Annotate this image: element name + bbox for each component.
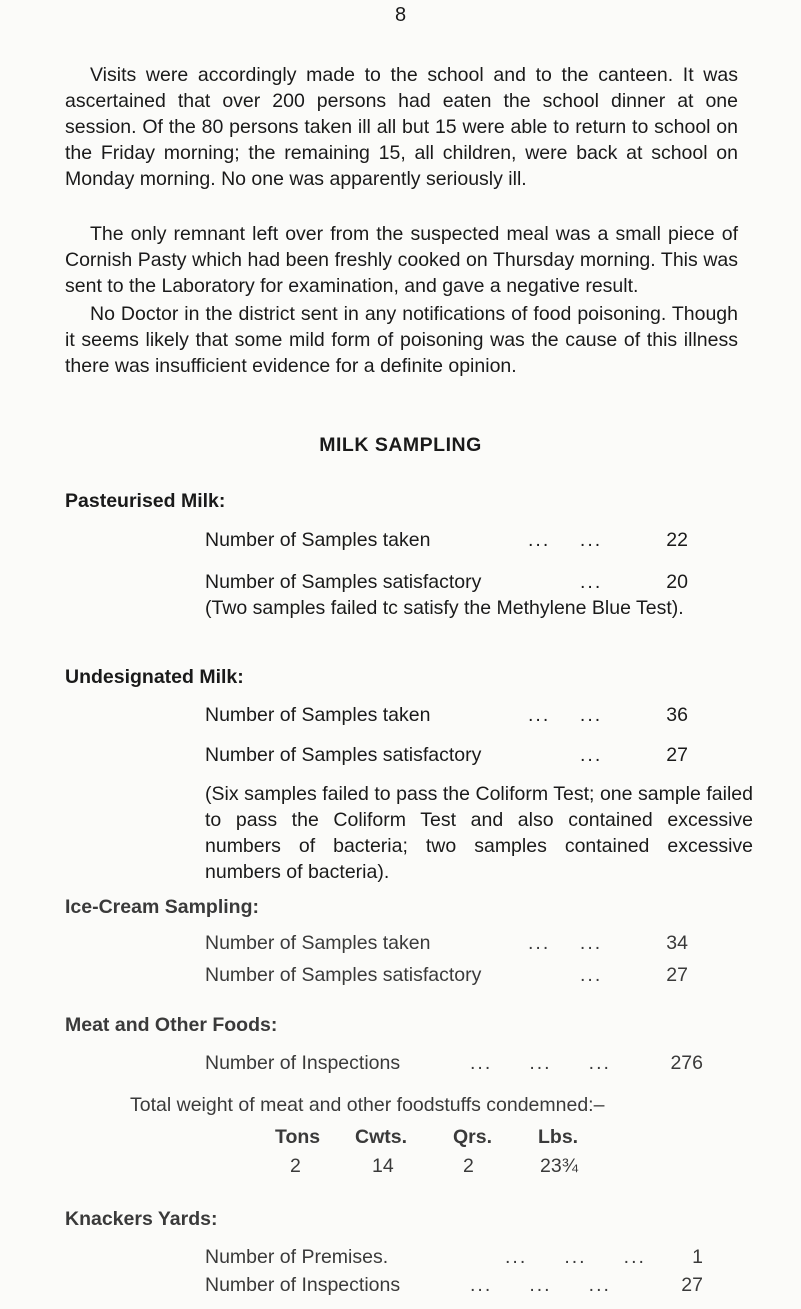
val-lbs: 23¾: [540, 1155, 578, 1177]
col-qrs: Qrs.: [453, 1126, 493, 1148]
leader-dots: ...: [580, 571, 603, 593]
condemned-headers: [0, 1126, 801, 1152]
row-value: 22: [666, 529, 688, 551]
leader-dots: ... ...: [528, 932, 603, 954]
heading-meat-other-foods: Meat and Other Foods:: [65, 1014, 278, 1036]
note-pasteurised: (Two samples failed tc satisfy the Methylene Blue Test).: [205, 597, 684, 619]
paragraph-no-doctor: No Doctor in the district sent in any notifications of food poisoning. Though it seems likely that some mild form of poisoning was the cause of this illness there was insufficient evidence for a definite opinion.: [65, 303, 738, 377]
row-label: Number of Inspections: [205, 1274, 401, 1296]
heading-pasteurised-milk: Pasteurised Milk:: [65, 490, 226, 512]
row-label: Number of Samples taken: [205, 932, 431, 954]
row-label: Number of Premises.: [205, 1246, 389, 1268]
val-tons: 2: [290, 1155, 301, 1177]
row-value: 34: [666, 932, 688, 954]
row-ice-cream-satisfactory: [205, 962, 745, 988]
row-label: Number of Samples satisfactory: [205, 964, 482, 986]
row-value: 27: [666, 744, 688, 766]
row-value: 1: [692, 1246, 703, 1268]
page-number: 8: [394, 4, 407, 26]
col-tons: Tons: [275, 1126, 321, 1148]
row-value: 36: [666, 704, 688, 726]
row-label: Number of Inspections: [205, 1052, 401, 1074]
leader-dots: ... ... ...: [470, 1052, 611, 1074]
row-value: 27: [681, 1274, 703, 1296]
row-value: 27: [666, 964, 688, 986]
row-pasteurised-taken: [205, 527, 745, 553]
paragraph-visits: Visits were accordingly made to the school and to the canteen. It was ascertained that over 200 persons had eaten the school dinner at one session. Of the 80 persons taken ill all but 15 were able to return to school on the Friday morning; the remaining 15, all children, were back at school on Monday morning. No one was apparently seriously ill.: [65, 64, 738, 190]
leader-dots: ... ... ...: [505, 1246, 646, 1268]
heading-undesignated-milk: Undesignated Milk:: [65, 666, 244, 688]
row-label: Number of Samples satisfactory: [205, 744, 482, 766]
row-knackers-inspections: [205, 1272, 745, 1298]
condemned-values: [0, 1155, 801, 1181]
row-label: Number of Samples satisfactory: [205, 571, 482, 593]
leader-dots: ...: [580, 744, 603, 766]
leader-dots: ... ...: [528, 529, 603, 551]
heading-knackers-yards: Knackers Yards:: [65, 1208, 218, 1230]
paragraph-remnant: The only remnant left over from the suspected meal was a small piece of Cornish Pasty which had been freshly cooked on Thursday morning. This was sent to the Laboratory for examination, and gave a negative result.: [65, 223, 738, 297]
row-label: Total weight of meat and other foodstuffs condemned:–: [130, 1094, 605, 1116]
col-cwts: Cwts.: [355, 1126, 408, 1148]
leader-dots: ...: [580, 964, 603, 986]
row-value: 20: [666, 571, 688, 593]
row-label: Number of Samples taken: [205, 704, 431, 726]
row-ice-cream-taken: [205, 930, 745, 956]
row-knackers-premises: [205, 1244, 745, 1270]
row-meat-inspections: [205, 1050, 745, 1076]
note-undesignated: (Six samples failed to pass the Coliform Test; one sample failed to pass the Coliform Test and also contained excessive numbers of bacteria; two samples contained excessive numbers of bacteria).: [205, 783, 753, 883]
col-lbs: Lbs.: [538, 1126, 579, 1148]
heading-ice-cream: Ice-Cream Sampling:: [65, 896, 259, 918]
row-label: Number of Samples taken: [205, 529, 431, 551]
row-pasteurised-satisfactory: [205, 569, 745, 595]
val-cwts: 14: [372, 1155, 394, 1177]
val-qrs: 2: [463, 1155, 474, 1177]
leader-dots: ... ... ...: [470, 1274, 611, 1296]
section-title-milk-sampling: MILK SAMPLING: [319, 434, 482, 456]
row-undesignated-taken: [205, 702, 745, 728]
row-value: 276: [670, 1052, 703, 1074]
leader-dots: ... ...: [528, 704, 603, 726]
row-undesignated-satisfactory: [205, 742, 745, 768]
condemned-label: [130, 1092, 770, 1118]
